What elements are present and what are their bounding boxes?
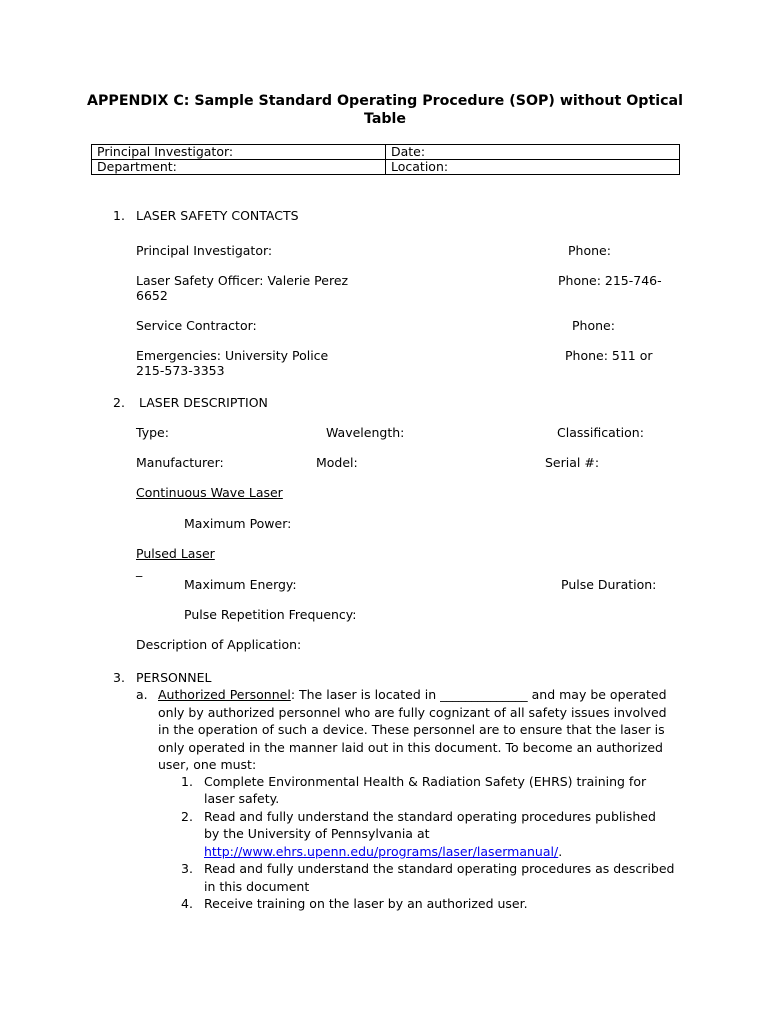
section-2-heading: LASER DESCRIPTION	[139, 395, 268, 410]
cw-laser-heading	[136, 485, 283, 500]
item-2-number: 2.	[181, 809, 193, 824]
table-row	[92, 145, 680, 160]
item-4-number: 4.	[181, 896, 193, 911]
title-line-2: Table	[363, 111, 407, 127]
lso-phone: Phone: 215-746-	[558, 273, 662, 288]
ehrs-link-line	[204, 844, 562, 859]
paragraph-line: only by authorized personnel who are fully cognizant of all safety issues involved	[158, 704, 667, 720]
ehrs-laser-manual-link[interactable]: http://www.ehrs.upenn.edu/programs/laser/lasermanual/	[204, 844, 559, 859]
model-label: Model:	[316, 455, 358, 470]
paragraph-line: only operated in the manner laid out in this document. To become an authorized	[158, 739, 663, 755]
section-3-heading: PERSONNEL	[136, 670, 212, 685]
item-3-number: 3.	[181, 861, 193, 876]
serial-label: Serial #:	[545, 455, 600, 470]
paragraph-line: user, one must:	[158, 757, 257, 772]
pulse-duration-label: Pulse Duration:	[561, 577, 657, 592]
pi-cell: Principal Investigator:	[92, 145, 386, 160]
max-energy-label: Maximum Energy:	[184, 577, 297, 592]
header-info-table	[91, 144, 680, 175]
section-2-number: 2.	[113, 395, 125, 410]
pi-phone-label: Phone:	[568, 243, 611, 258]
section-1-number: 1.	[113, 208, 125, 223]
pulsed-laser-heading	[136, 546, 215, 561]
title-line-1: APPENDIX C: Sample Standard Operating Procedure (SOP) without Optical	[87, 93, 683, 109]
location-cell: Location:	[386, 160, 680, 175]
authorized-personnel-paragraph	[158, 686, 686, 774]
section-1-heading: LASER SAFETY CONTACTS	[136, 208, 299, 223]
classification-label: Classification:	[557, 425, 644, 440]
item-3-line-2: in this document	[204, 879, 310, 894]
item-2-line-2: by the University of Pennsylvania at	[204, 826, 430, 841]
item-1-number: 1.	[181, 774, 193, 789]
table-row	[92, 160, 680, 175]
emergencies-phone-continued: 215-573-3353	[136, 363, 225, 378]
paragraph-line	[158, 686, 686, 704]
item-1-line-1: Complete Environmental Health & Radiation Safety (EHRS) training for	[204, 774, 647, 789]
pulsed-laser-heading-text: Pulsed Laser	[136, 546, 215, 561]
application-label: Description of Application:	[136, 637, 302, 652]
document-title	[80, 92, 690, 128]
lso-contact-label: Laser Safety Officer: Valerie Perez	[136, 273, 349, 288]
item-4-line-1: Receive training on the laser by an authorized user.	[204, 896, 528, 911]
paragraph-line-1-rest: : The laser is located in ______________ and may be operated	[290, 687, 667, 702]
item-3-line-1: Read and fully understand the standard operating procedures as described	[204, 861, 675, 876]
emergencies-phone: Phone: 511 or	[565, 348, 653, 363]
section-3-number: 3.	[113, 670, 125, 685]
service-phone-label: Phone:	[572, 318, 615, 333]
pulsed-laser-dash: _	[136, 562, 143, 577]
cw-laser-heading-text: Continuous Wave Laser	[136, 485, 283, 500]
type-label: Type:	[136, 425, 169, 440]
subsection-a-marker: a.	[136, 687, 148, 702]
paragraph-line: in the operation of such a device. These personnel are to ensure that the laser is	[158, 722, 665, 737]
lso-phone-continued: 6652	[136, 288, 168, 303]
link-period: .	[558, 844, 563, 859]
prf-label: Pulse Repetition Frequency:	[184, 607, 357, 622]
item-2-line-1: Read and fully understand the standard operating procedures published	[204, 809, 656, 824]
wavelength-label: Wavelength:	[326, 425, 405, 440]
authorized-personnel-title: Authorized Personnel	[158, 687, 291, 702]
service-contractor-label: Service Contractor:	[136, 318, 257, 333]
department-cell: Department:	[92, 160, 386, 175]
manufacturer-label: Manufacturer:	[136, 455, 224, 470]
item-1-line-2: laser safety.	[204, 791, 280, 806]
pi-contact-label: Principal Investigator:	[136, 243, 273, 258]
max-power-label: Maximum Power:	[184, 516, 292, 531]
emergencies-label: Emergencies: University Police	[136, 348, 329, 363]
date-cell: Date:	[386, 145, 680, 160]
